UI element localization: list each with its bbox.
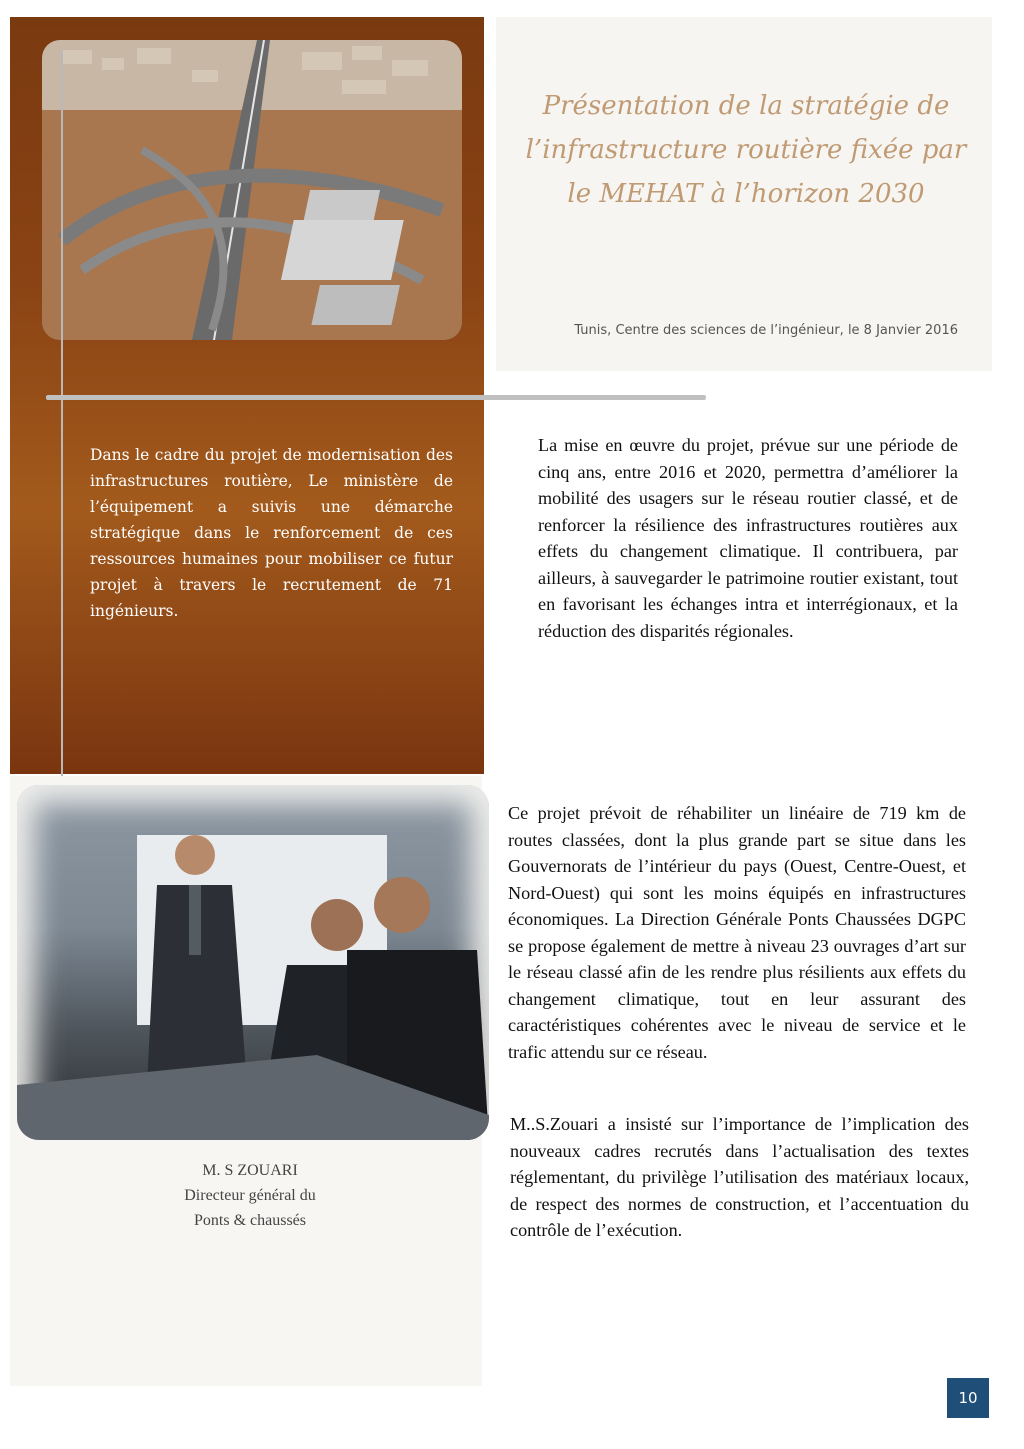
event-date-line: Tunis, Centre des sciences de l’ingénieur, le 8 Janvier 2016 xyxy=(574,323,958,338)
caption-role-line-1: Directeur général du xyxy=(184,1187,316,1204)
body-paragraph-3: M..S.Zouari a insisté sur l’importance de l’implication des nouveaux cadres recrutés dans l’actualisation des textes réglementant, du privilège l’utilisation des matériaux locaux, de respect des normes de construction, et l’accentuation du contrôle de l’exécution. xyxy=(510,1114,969,1240)
horizontal-divider xyxy=(46,395,706,400)
body-paragraph-1: La mise en œuvre du projet, prévue sur une période de cinq ans, entre 2016 et 2020, permettra d’améliorer la mobilité des usagers sur le réseau routier classé, et de renforcer la résilience des infrastructures routières aux effets du changement climatique. Il contribuera, par ailleurs, à sauvegarder le patrimoine routier existant, tout en favorisant les échanges intra et interrégionaux, et la réduction des disparités régionales. xyxy=(538,435,958,641)
meeting-photo-illustration xyxy=(17,785,489,1140)
caption-name: M. S ZOUARI xyxy=(202,1162,298,1179)
caption-role-line-2: Ponts & chaussés xyxy=(194,1212,306,1229)
aerial-highway-photo xyxy=(42,40,462,340)
aerial-photo-illustration xyxy=(42,40,462,340)
meeting-photo xyxy=(17,785,489,1140)
intro-paragraph: Dans le cadre du projet de modernisation des infrastructures routière, Le ministère de l’équipement a suivis une démarche stratégique dans le renforcement de ces ressources humaines pour mobiliser ce futur projet à travers le recrutement de 71 ingénieurs. xyxy=(90,446,453,620)
body-paragraph-2: Ce projet prévoit de réhabiliter un linéaire de 719 km de routes classées, dont la plus grande part se situe dans les Gouvernorats de l’intérieur du pays (Ouest, Centre-Ouest, et Nord-Ouest) qui sont les moins équipés en infrastructures économiques. La Direction Générale Ponts Chaussées DGPC se propose également de mettre à niveau 23 ouvrages d’art sur le réseau classé afin de les rendre plus résilients aux effets du changement climatique, tout en leur assurant des caractéristiques cohérentes avec le niveau de service et le trafic attendu sur ce réseau. xyxy=(508,803,966,1062)
photo-caption xyxy=(100,1158,400,1233)
page-number-badge: 10 xyxy=(947,1378,989,1418)
page-title: Présentation de la stratégie de l’infrastructure routière fixée par le MEHAT à l’horizon 2030 xyxy=(525,91,967,209)
